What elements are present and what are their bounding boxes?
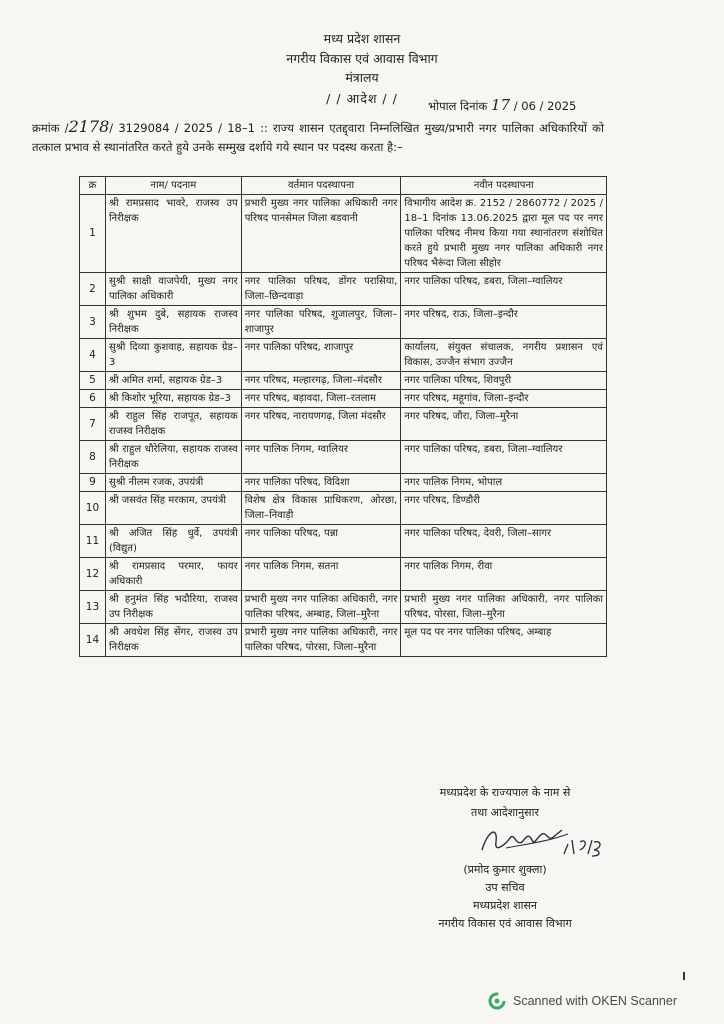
- header-order-title: / / आदेश / /: [326, 91, 398, 106]
- serial-cell: 4: [80, 339, 106, 372]
- serial-cell: 1: [80, 195, 106, 273]
- new-posting-cell: नगर पालिका परिषद, शिवपुरी: [401, 372, 607, 390]
- name-cell: श्री अमित शर्मा, सहायक ग्रेड–3: [105, 372, 241, 390]
- serial-cell: 7: [80, 408, 106, 441]
- serial-cell: 6: [80, 390, 106, 408]
- name-cell: श्री राहुल धौरेलिया, सहायक राजस्व निरीक्षक: [105, 441, 241, 474]
- current-posting-cell: नगर पालिका परिषद, विदिशा: [241, 474, 401, 492]
- name-cell: श्री किशोर भूरिया, सहायक ग्रेड–3: [105, 390, 241, 408]
- header-current-posting: वर्तमान पदस्थापना: [241, 177, 401, 195]
- order-body-text: / 3129084 / 2025 / 18–1 :: राज्य शासन एतद्द्वारा निम्नलिखित मुख्य/प्रभारी नगर पालिका अधिकारियों को तत्काल प्रभाव से स्थानांतरित करते हुये उनके सम्मुख दर्शाये गये स्थान पर पदस्थ करता है:–: [32, 121, 604, 154]
- name-cell: श्री शुभम दुबे, सहायक राजस्व निरीक्षक: [105, 306, 241, 339]
- new-posting-cell: नगर परिषद, डिण्डौरी: [401, 492, 607, 525]
- table-row: [80, 306, 607, 339]
- name-cell: सुश्री नीलम रजक, उपयंत्री: [105, 474, 241, 492]
- current-posting-cell: नगर पालिक निगम, सतना: [241, 558, 401, 591]
- current-posting-cell: प्रभारी मुख्य नगर पालिका अधिकारी नगर परिषद पानसेमल जिला बडवानी: [241, 195, 401, 273]
- serial-cell: 10: [80, 492, 106, 525]
- name-cell: श्री अजित सिंह धुर्वे, उपयंत्री (विद्युत): [105, 525, 241, 558]
- current-posting-cell: विशेष क्षेत्र विकास प्राधिकरण, ओरछा, जिला–निवाड़ी: [241, 492, 401, 525]
- table-row: [80, 339, 607, 372]
- oken-scanner-logo-icon: [488, 992, 506, 1010]
- name-cell: श्री जसवंत सिंह मरकाम, उपयंत्री: [105, 492, 241, 525]
- table-header-row: [80, 177, 607, 195]
- name-cell: सुश्री दिव्या कुशवाह, सहायक ग्रेड–3: [105, 339, 241, 372]
- new-posting-cell: नगर पालिका परिषद, डबरा, जिला–ग्वालियर: [401, 441, 607, 474]
- serial-cell: 13: [80, 591, 106, 624]
- new-posting-cell: नगर पालिका परिषद, देवरी, जिला–सागर: [401, 525, 607, 558]
- order-intro-paragraph: [32, 117, 604, 157]
- current-posting-cell: प्रभारी मुख्य नगर पालिका अधिकारी, नगर पालिका परिषद, अम्बाह, जिला–मुरैना: [241, 591, 401, 624]
- table-row: [80, 591, 607, 624]
- signatory-office-department: नगरीय विकास एवं आवास विभाग: [438, 917, 572, 930]
- current-posting-cell: नगर पालिका परिषद, शुजालपुर, जिला–शाजापुर: [241, 306, 401, 339]
- new-posting-cell: नगर परिषद, राऊ, जिला–इन्दौर: [401, 306, 607, 339]
- header-department: नगरीय विकास एवं आवास विभाग: [286, 51, 438, 66]
- serial-cell: 8: [80, 441, 106, 474]
- signatory-name: (प्रमोद कुमार शुक्ला): [463, 863, 547, 876]
- header-government: मध्य प्रदेश शासन: [323, 31, 401, 46]
- scanner-watermark: [488, 990, 677, 1012]
- table-row: [80, 558, 607, 591]
- name-cell: श्री रामप्रसाद भावरे, राजस्व उप निरीक्षक: [105, 195, 241, 273]
- table-row: [80, 624, 607, 657]
- order-date-line: [428, 96, 576, 114]
- current-posting-cell: नगर पालिक निगम, ग्वालियर: [241, 441, 401, 474]
- current-posting-cell: नगर पालिका परिषद, डोंगर परासिया, जिला–छिन्दवाड़ा: [241, 273, 401, 306]
- new-posting-cell: नगर पालिक निगम, भोपाल: [401, 474, 607, 492]
- watermark-text: Scanned with OKEN Scanner: [513, 994, 677, 1008]
- table-row: [80, 372, 607, 390]
- table-row: [80, 492, 607, 525]
- order-number-prefix: क्रमांक /: [32, 121, 69, 135]
- serial-cell: 12: [80, 558, 106, 591]
- serial-cell: 3: [80, 306, 106, 339]
- current-posting-cell: नगर परिषद, मल्हारगढ़, जिला–मंदसौर: [241, 372, 401, 390]
- current-posting-cell: नगर परिषद, नारायणगढ़, जिला मंदसौर: [241, 408, 401, 441]
- date-handwritten: 17: [490, 96, 511, 114]
- new-posting-cell: नगर पालिका परिषद, डबरा, जिला–ग्वालियर: [401, 273, 607, 306]
- table-row: [80, 474, 607, 492]
- table-row: [80, 525, 607, 558]
- name-cell: श्री राहुल सिंह राजपूत, सहायक राजस्व निरीक्षक: [105, 408, 241, 441]
- table-row: [80, 441, 607, 474]
- header-ministry: मंत्रालय: [345, 70, 379, 85]
- date-prefix: भोपाल दिनांक: [428, 99, 488, 113]
- handwritten-signature: [476, 820, 606, 864]
- serial-cell: 9: [80, 474, 106, 492]
- table-row: [80, 408, 607, 441]
- new-posting-cell: कार्यालय, संयुक्त संचालक, नगरीय प्रशासन एवं विकास, उज्जैन संभाग उज्जैन: [401, 339, 607, 372]
- table-row: [80, 195, 607, 273]
- serial-cell: 5: [80, 372, 106, 390]
- table-row: [80, 273, 607, 306]
- name-cell: श्री अवधेश सिंह सेंगर, राजस्व उप निरीक्षक: [105, 624, 241, 657]
- new-posting-cell: विभागीय आदेश क्र. 2152 / 2860772 / 2025 / 18–1 दिनांक 13.06.2025 द्वारा मूल पद पर नगर पालिका परिषद नीमच किया गया स्थानांतरण संशोधित करते हुये प्रभारी मुख्य नगर पालिका अधिकारी नगर परिषद भैरूंदा जिला सीहोर: [401, 195, 607, 273]
- table-row: [80, 390, 607, 408]
- serial-cell: 2: [80, 273, 106, 306]
- by-order-line: तथा आदेशानुसार: [471, 806, 539, 819]
- new-posting-cell: मूल पद पर नगर पालिका परिषद, अम्बाह: [401, 624, 607, 657]
- serial-cell: 14: [80, 624, 106, 657]
- signatory-office-government: मध्यप्रदेश शासन: [472, 899, 538, 912]
- name-cell: सुश्री साक्षी वाजपेयी, मुख्य नगर पालिका अधिकारी: [105, 273, 241, 306]
- current-posting-cell: प्रभारी मुख्य नगर पालिका अधिकारी, नगर पालिका परिषद, पोरसा, जिला–मुरैना: [241, 624, 401, 657]
- header-serial: क्र: [80, 177, 106, 195]
- new-posting-cell: प्रभारी मुख्य नगर पालिका अधिकारी, नगर पालिका परिषद, पोरसा, जिला–मुरैना: [401, 591, 607, 624]
- new-posting-cell: नगर परिषद, जौरा, जिला–मुरैना: [401, 408, 607, 441]
- new-posting-cell: नगर परिषद, महूगांव, जिला–इन्दौर: [401, 390, 607, 408]
- new-posting-cell: नगर पालिक निगम, रीवा: [401, 558, 607, 591]
- date-suffix: / 06 / 2025: [513, 99, 577, 113]
- serial-cell: 11: [80, 525, 106, 558]
- current-posting-cell: नगर परिषद, बड़ावदा, जिला–रतलाम: [241, 390, 401, 408]
- transfer-table: [79, 176, 607, 657]
- page-mark: [683, 972, 685, 980]
- current-posting-cell: नगर पालिका परिषद, शाजापुर: [241, 339, 401, 372]
- current-posting-cell: नगर पालिका परिषद, पन्ना: [241, 525, 401, 558]
- signatory-designation: उप सचिव: [485, 881, 525, 894]
- governor-authority-line: मध्यप्रदेश के राज्यपाल के नाम से: [439, 786, 571, 799]
- name-cell: श्री रामप्रसाद परमार, फायर अधिकारी: [105, 558, 241, 591]
- header-new-posting: नवीन पदस्थापना: [401, 177, 607, 195]
- name-cell: श्री हनुमंत सिंह भदौरिया, राजस्व उप निरीक्षक: [105, 591, 241, 624]
- order-number-handwritten: 2178: [68, 117, 110, 136]
- header-name: नाम/ पदनाम: [105, 177, 241, 195]
